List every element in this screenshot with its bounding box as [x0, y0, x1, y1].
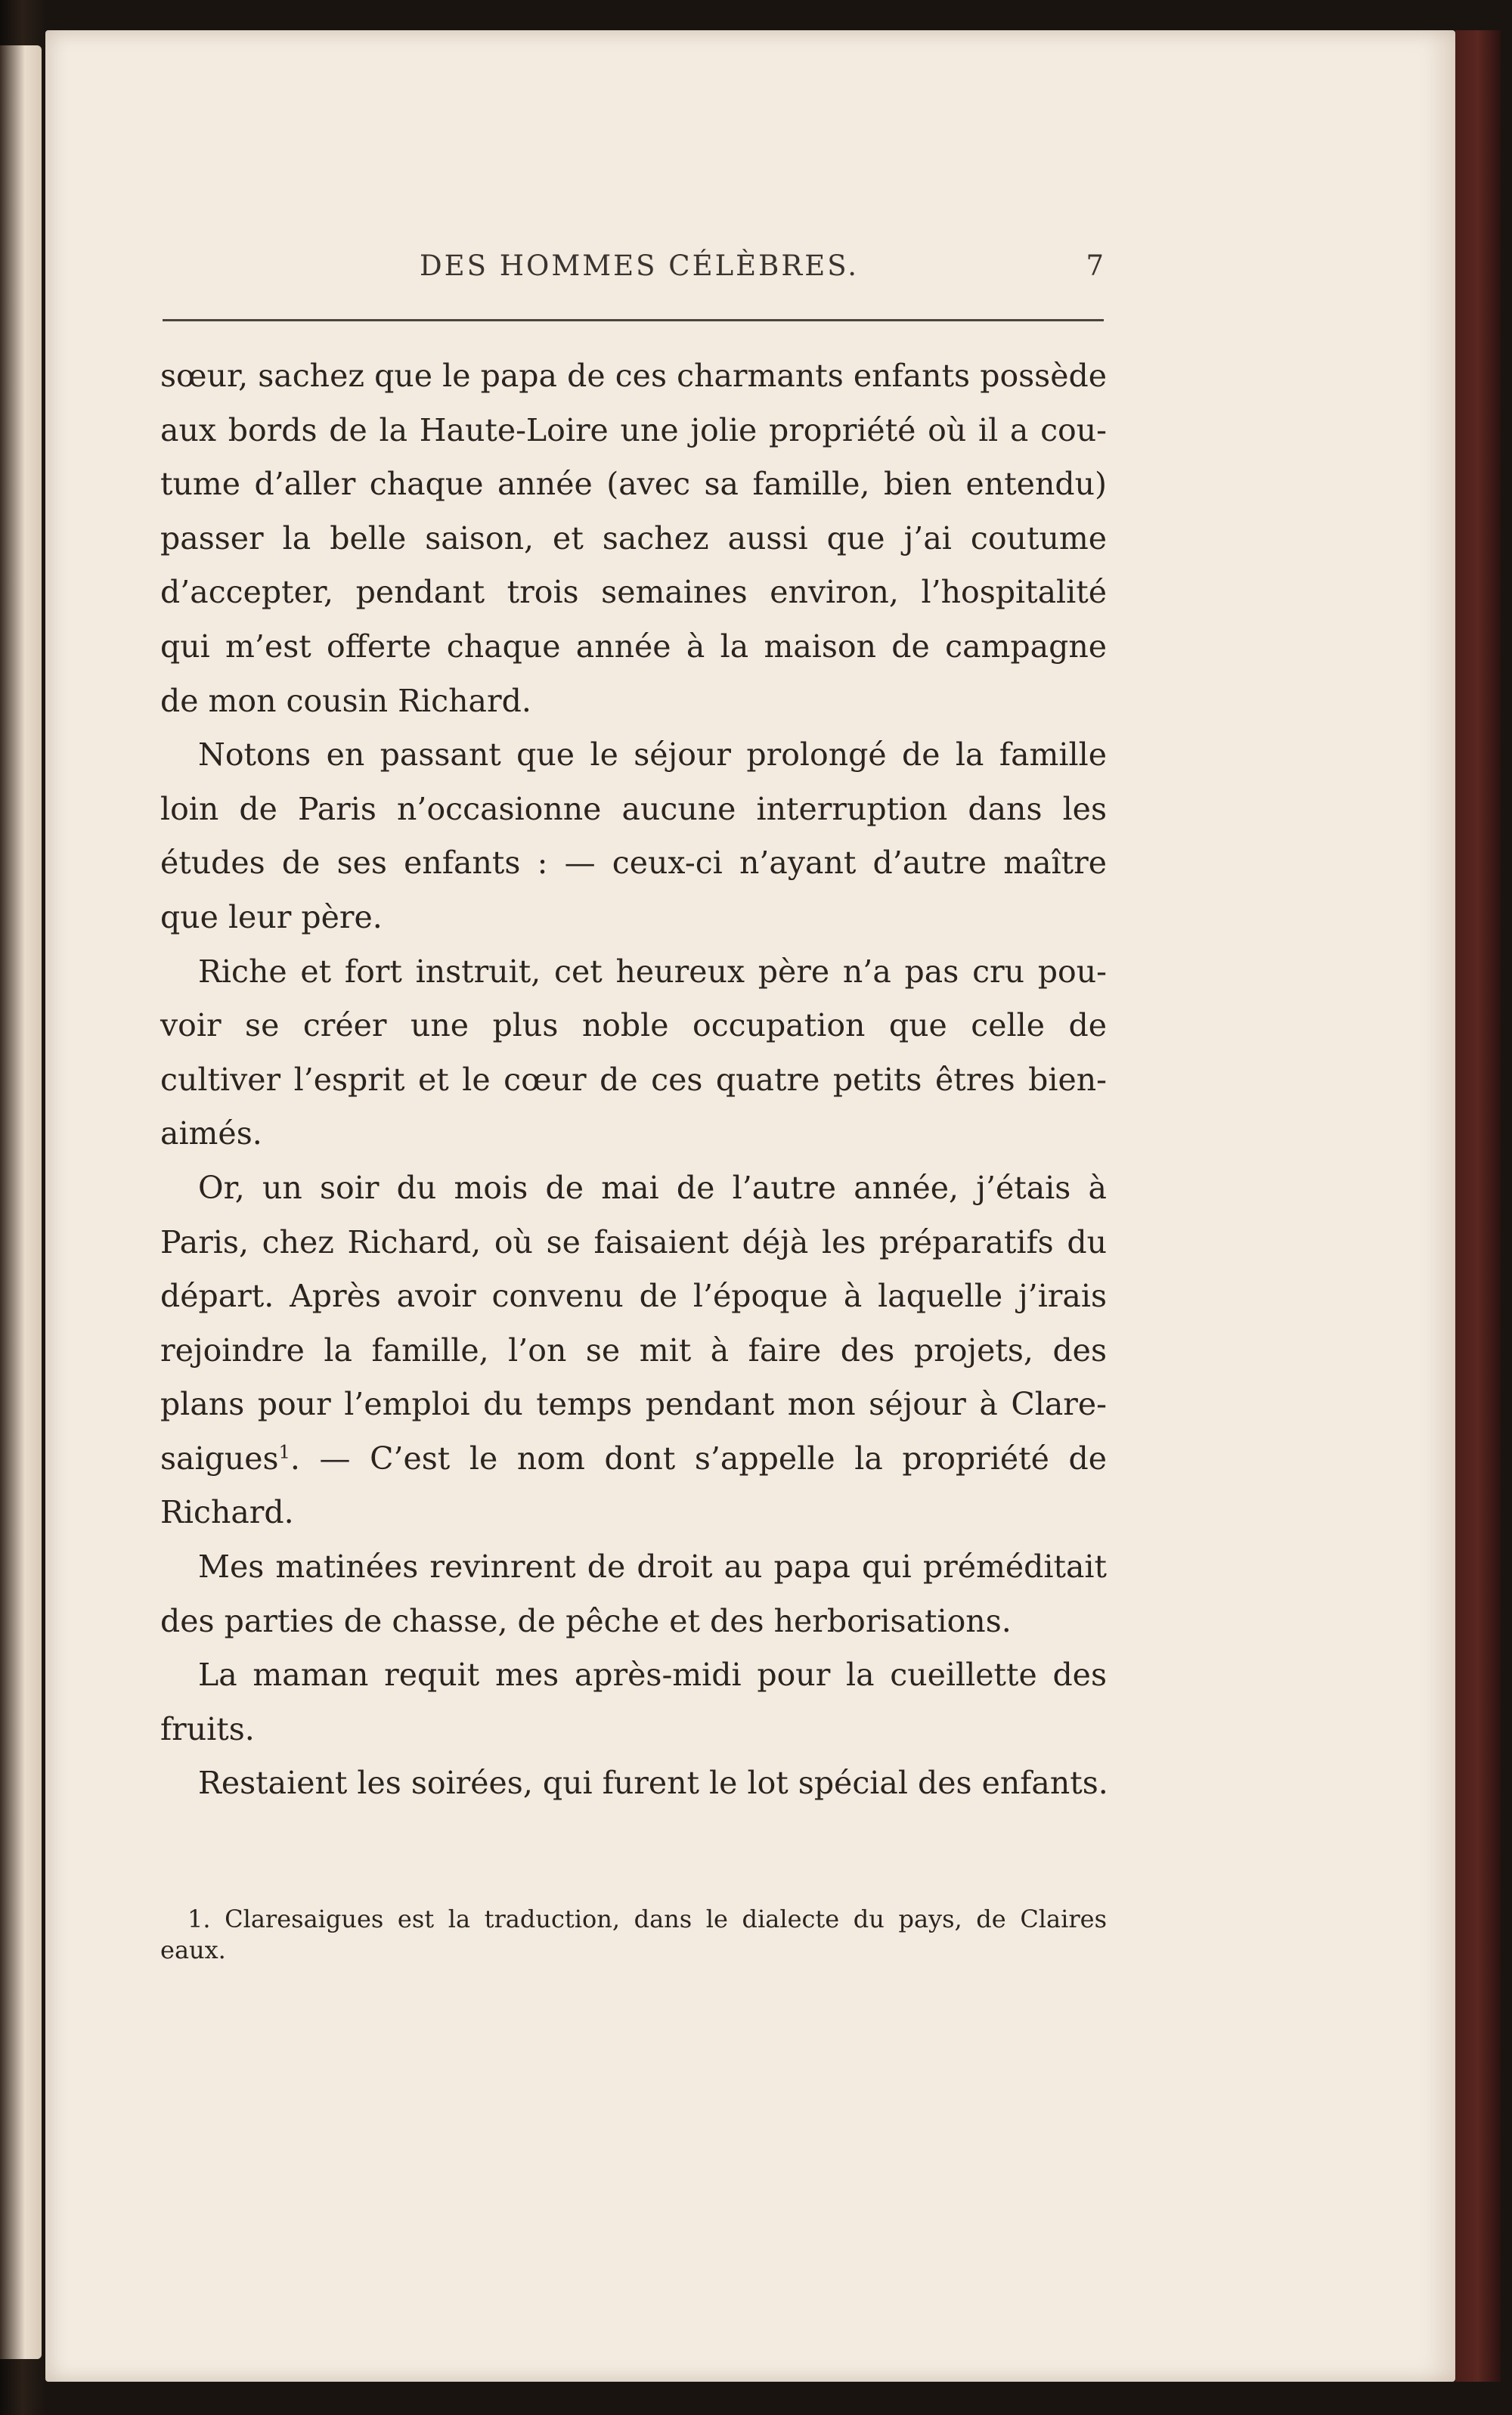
footnote-marker: 1	[278, 1441, 290, 1463]
text-fragment: saigues	[160, 1440, 279, 1477]
text-line: aux bords de la Haute-Loire une jolie propriété où il a cou-	[160, 411, 1107, 448]
footnote-line: eaux.	[160, 1936, 226, 1964]
body-text	[160, 349, 1107, 1811]
text-line: des parties de chasse, de pêche et des herborisations.	[160, 1602, 1012, 1639]
footnote	[160, 1904, 1107, 1966]
previous-page-edge	[0, 45, 42, 2359]
page-header	[163, 250, 1104, 287]
text-line: Richard.	[160, 1494, 294, 1531]
text-line: passer la belle saison, et sachez aussi que j’ai coutume	[160, 519, 1107, 556]
text-line: de mon cousin Richard.	[160, 682, 531, 719]
text-line-with-note	[160, 1432, 1107, 1487]
text-line: d’accepter, pendant trois semaines environ, l’hospitalité	[160, 574, 1107, 611]
text-line: Paris, chez Richard, où se faisaient déjà les préparatifs du	[160, 1223, 1107, 1260]
text-line: tume d’aller chaque année (avec sa famille, bien entendu)	[160, 466, 1107, 503]
text-line: Or, un soir du mois de mai de l’autre année, j’étais à	[198, 1169, 1107, 1206]
footnote-line: 1. Claresaigues est la traduction, dans le dialecte du pays, de Claires	[187, 1905, 1107, 1933]
text-line: études de ses enfants : — ceux-ci n’ayant d’autre maître	[160, 845, 1107, 882]
running-head: DES HOMMES CÉLÈBRES.	[420, 250, 860, 282]
text-line: Mes matinées revinrent de droit au papa qui préméditait	[198, 1549, 1107, 1586]
text-line: Restaient les soirées, qui furent le lot spécial des enfants.	[198, 1765, 1108, 1802]
text-line: voir se créer une plus noble occupation que celle de	[160, 1007, 1107, 1044]
text-line: fruits.	[160, 1710, 255, 1747]
text-line: qui m’est offerte chaque année à la maison de campagne	[160, 628, 1107, 665]
text-line: loin de Paris n’occasionne aucune interruption dans les	[160, 790, 1107, 827]
text-line: Notons en passant que le séjour prolongé de la famille	[198, 736, 1107, 773]
page-number: 7	[1086, 250, 1104, 282]
text-line: départ. Après avoir convenu de l’époque à laquelle j’irais	[160, 1278, 1107, 1315]
text-fragment: . — C’est le nom dont s’appelle la propriété de	[290, 1440, 1107, 1477]
text-line: Riche et fort instruit, cet heureux père n’a pas cru pou-	[198, 953, 1107, 990]
text-line: cultiver l’esprit et le cœur de ces quatre petits êtres bien-	[160, 1061, 1107, 1098]
header-rule	[163, 319, 1104, 321]
text-line: plans pour l’emploi du temps pendant mon séjour à Clare-	[160, 1386, 1107, 1423]
text-line: aimés.	[160, 1115, 262, 1152]
text-line: sœur, sachez que le papa de ces charmants enfants possède	[160, 358, 1107, 394]
book-cover-edge	[1455, 30, 1501, 2382]
text-line: La maman requit mes après-midi pour la cueillette des	[198, 1657, 1107, 1694]
text-line: rejoindre la famille, l’on se mit à faire des projets, des	[160, 1332, 1107, 1369]
text-line: que leur père.	[160, 898, 383, 935]
